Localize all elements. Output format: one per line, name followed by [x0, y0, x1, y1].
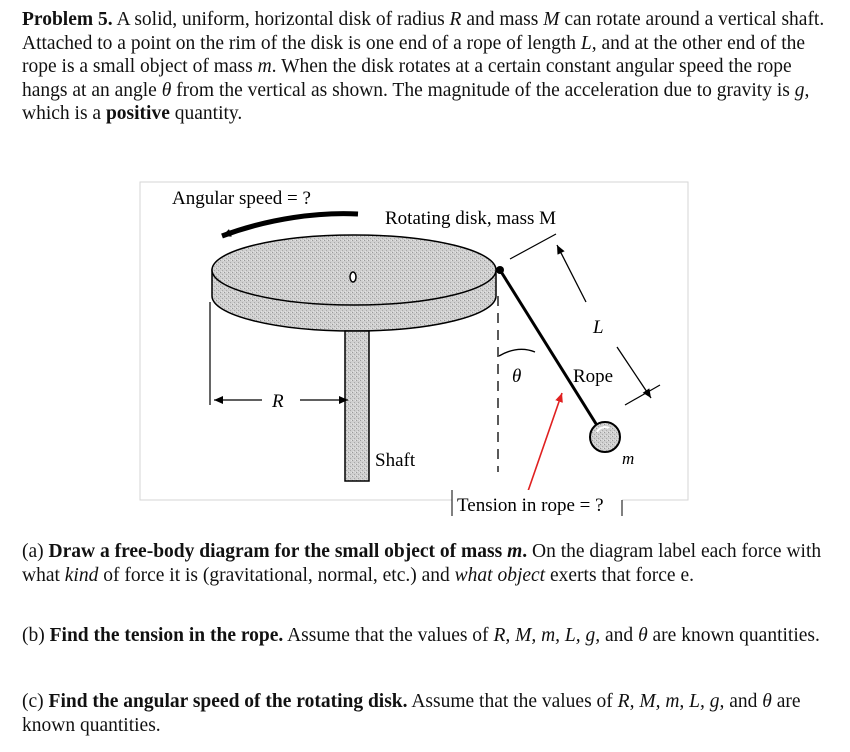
radius-label: R: [272, 391, 284, 412]
shaft-label: Shaft: [375, 450, 416, 471]
qb-text-1: Assume that the values of: [283, 625, 494, 646]
disk-label: Rotating disk, mass M: [385, 208, 557, 229]
disk-top: [212, 235, 496, 305]
var-m: m: [257, 56, 272, 77]
problem-text-7: , which is a: [22, 79, 810, 124]
tension-label: Tension in rope = ?: [457, 495, 604, 516]
rope: [500, 270, 598, 427]
qa-text-3: exerts that force e.: [545, 564, 694, 586]
var-L: L: [580, 32, 592, 54]
rope-attach-point: [496, 266, 504, 274]
length-tick-top: [510, 234, 556, 259]
var-theta: θ: [161, 79, 172, 101]
qb-text-3: are known quantities.: [647, 625, 820, 646]
angular-speed-label: Angular speed = ?: [172, 188, 311, 209]
theta-label: θ: [512, 366, 522, 387]
problem-text-4: , and at the other end of the rope is a small object of mass: [22, 32, 806, 77]
qa-bold: Draw a free-body diagram for the small object of mass: [48, 541, 508, 562]
length-label: L: [593, 317, 604, 338]
problem-label: Problem 5.: [22, 9, 113, 30]
length-arrow-down: [617, 347, 651, 398]
problem-text-3: can rotate around a vertical shaft. Attached to a point on the rim of the disk is one end of a rope of length: [22, 9, 825, 54]
rope-label: Rope: [573, 366, 614, 387]
qc-prefix: (c): [22, 691, 49, 712]
qc-theta: θ: [762, 691, 772, 712]
problem-text-8: quantity.: [169, 103, 243, 124]
problem-text-1: A solid, uniform, horizontal disk of radius: [112, 9, 450, 30]
qc-text-3: are known quantities.: [22, 691, 801, 736]
qa-text-2: of force it is (gravitational, normal, etc.) and: [98, 564, 455, 586]
qb-bold: Find the tension in the rope.: [49, 625, 284, 646]
qa-var-m: m: [507, 541, 523, 562]
qa-text-1: On the diagram label each force with what: [22, 541, 822, 586]
question-b: [22, 624, 830, 648]
qa-prefix: (a): [22, 541, 49, 562]
question-c: [22, 690, 830, 737]
rotation-arrow: [222, 214, 358, 236]
qb-vars: R, M, m, L, g,: [493, 625, 601, 646]
qb-prefix: (b): [22, 625, 50, 646]
length-arrow-up: [557, 245, 586, 302]
qc-text-1: Assume that the values of: [407, 691, 618, 712]
var-R: R: [449, 9, 462, 30]
theta-arc: [499, 349, 535, 356]
qa-what-object: what object: [454, 564, 546, 586]
question-a: [22, 540, 830, 587]
length-tick-bottom: [625, 385, 660, 405]
qc-vars: R, M, m, L, g,: [617, 691, 725, 712]
problem-text-6: from the vertical as shown. The magnitude of the acceleration due to gravity is: [171, 79, 795, 101]
shaft: [345, 331, 369, 481]
qb-theta: θ: [638, 625, 648, 646]
qa-kind: kind: [64, 564, 99, 586]
qa-bold-period: .: [522, 541, 528, 562]
var-M: M: [543, 9, 560, 30]
word-positive: positive: [105, 103, 170, 124]
qc-bold: Find the angular speed of the rotating disk.: [48, 691, 408, 712]
tension-arrow: [527, 393, 562, 494]
var-g: g: [794, 79, 805, 101]
shaft-axis-mark: [350, 272, 356, 282]
problem-text-2: and mass: [461, 9, 544, 30]
qb-text-2: and: [600, 625, 639, 646]
qc-text-2: and: [724, 691, 763, 712]
problem-text-5: . When the disk rotates at a certain constant angular speed the rope hangs at an angle: [22, 56, 792, 101]
mass-m-label: m: [622, 449, 635, 468]
